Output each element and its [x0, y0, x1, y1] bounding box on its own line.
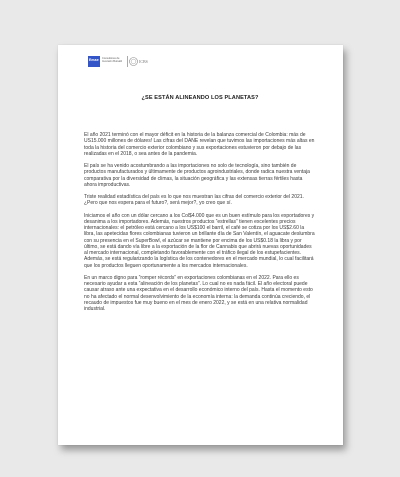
paragraph: El año 2021 terminó con el mayor déficit en la historia de la balanza comercial de Colombia: más de US15.000 millones de dólares! Las cifras del DANE revelan que tuvimos las importaciones más altas en toda la historia del comercio exterior colombiano y sus exportaciones estuvieron por debajo de las realizadas en el 2018, o sea antes de la pandemia.: [84, 132, 315, 157]
paragraph: En un marco digno para “romper récords” en exportaciones colombianas en el 2022. Para ello es necesario ayudar a esta “alineación de los planetas”. Lo cual no es nada fácil. El año electoral puede causar atraso ante una expectativa en el desarrollo económico interno del país. Hasta el momento esto no ha afectado el normal desenvolvimiento de la economía interna: la demanda continúa creciendo, el recaudo de impuestos fue muy bueno en el mes de enero 2022, y se está en una relativa normalidad industrial.: [84, 274, 313, 312]
document-title: ¿SE ESTÁN ALINEANDO LOS PLANETAS?: [141, 95, 259, 101]
paragraph: Iniciamos el año con un dólar cercano a los Col$4.000 que es un buen estímulo para los exportadores y desanima a los importadores. Además, nuestros productos “estrellas” tienen excelentes precios internacionales: el petróleo está cercano a los US$100 el barril, el café se cotiza por los US$2.60 la libra, las apetecidas flores colombianas tuvieron un brillante día de San Valentín, el aguacate deslumbra con su presencia en el SuperBowl, el azúcar se mantiene por encima de los US$0.18 la libra y por último, se está dando vía libre a la exportación de la flor de Cannabis que abrirá nuevas oportunidades al mercado internacional, completando favorablemente con el tráfico ilegal de los estupefacientes. Además, se está regularizando la logística de los contenedores en el mercado mundial, lo cual facilitará que los productos lleguen oportunamente a los mercados internacionales.: [84, 212, 315, 269]
logo-brand-text: Emae: [89, 58, 99, 62]
logo-subtitle: Consultores de Inversión Bursátil: [102, 57, 122, 63]
partner-seal-icon: [129, 57, 138, 66]
paragraph: Triste realidad estadística del país es lo que nos muestran las cifras del comercio exterior del 2021. ¿Pero que nos espera para el futuro?, será mejor?, yo creo que sí.: [84, 194, 304, 207]
paragraph: El país se ha venido acostumbrando a las importaciones no solo de tecnología, sino también de productos manufacturados y últimamente de productos agroindustriales, donde radica nuestra ventaja comparativa por la diversidad de climas, la situación geográfica y las extensas tierras fértiles hasta ahora improductivas.: [84, 163, 310, 188]
logo-divider: [127, 56, 128, 67]
partner-logo-text: ICBS: [139, 59, 148, 64]
document-body: [84, 132, 316, 318]
